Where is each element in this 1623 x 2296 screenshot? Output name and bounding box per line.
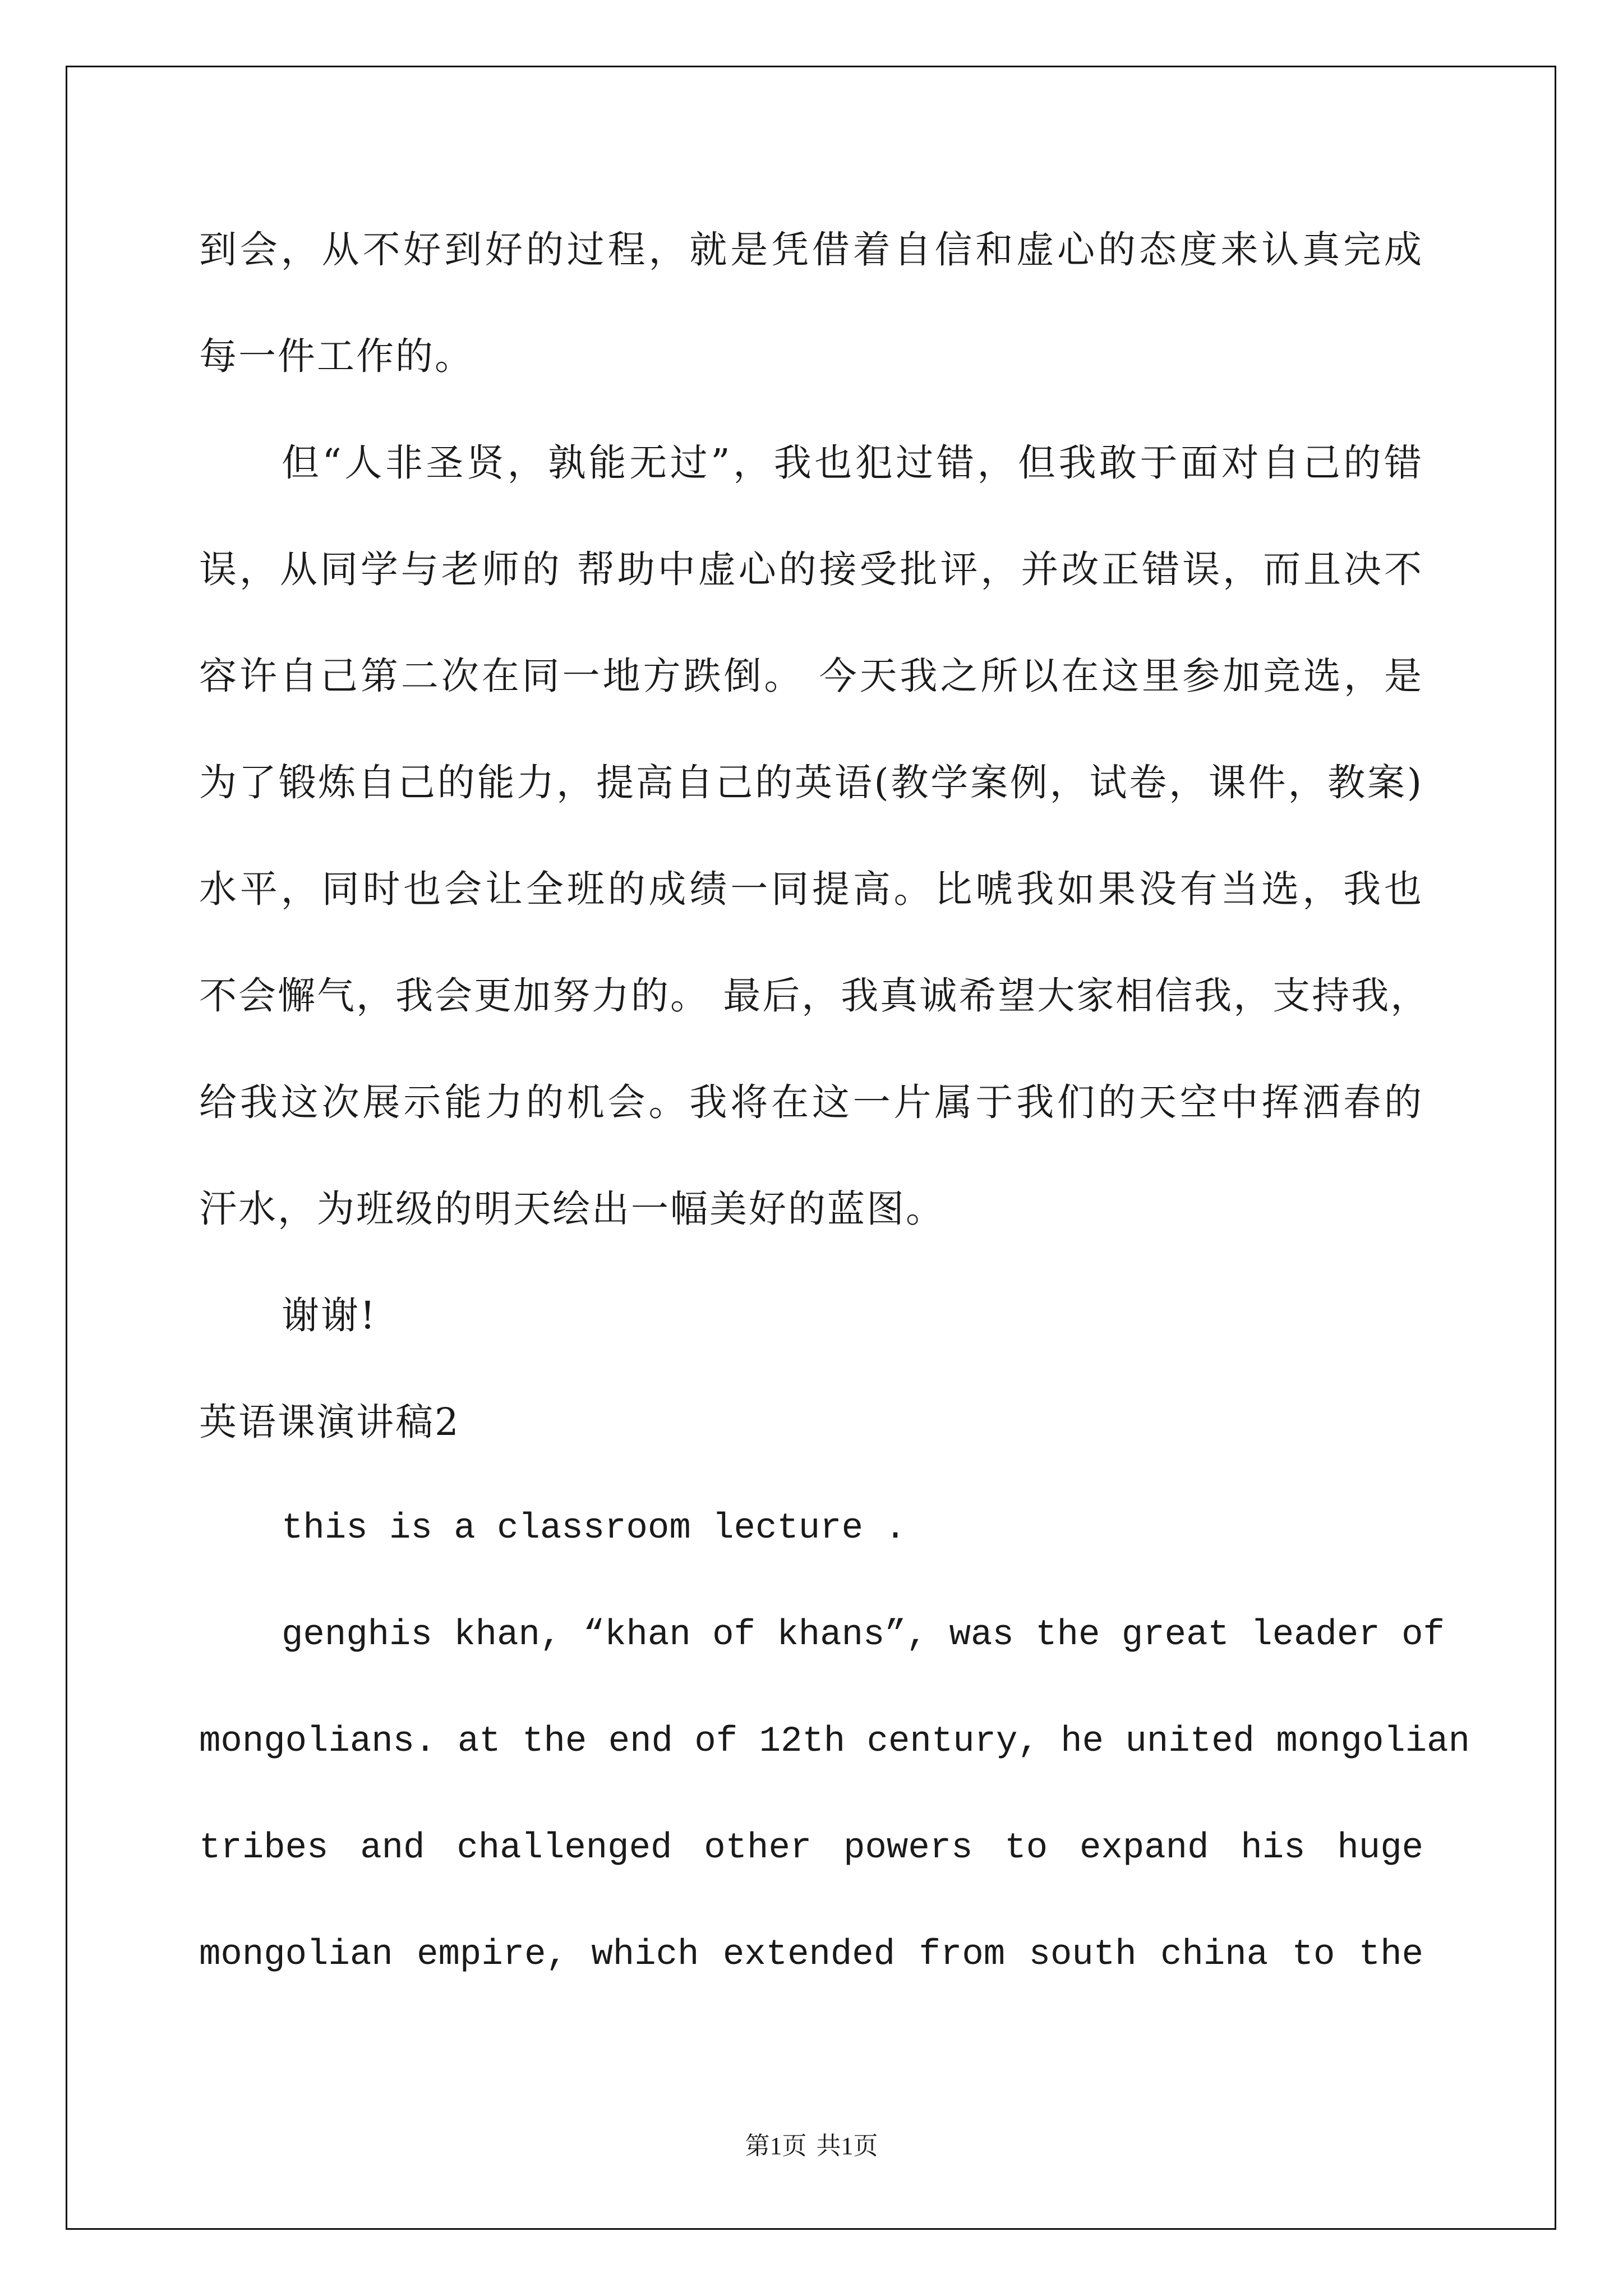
paragraph-line: 汗水，为班级的明天绘出一幅美好的蓝图。	[199, 1187, 945, 1231]
english-line: genghis khan, “khan of khans”, was the great leader of	[282, 1615, 1445, 1655]
paragraph-line: 但“人非圣贤，孰能无过”，我也犯过错，但我敢于面对自己的错	[282, 441, 1423, 485]
closing-thanks: 谢谢!	[282, 1294, 377, 1337]
section-heading: 英语课演讲稿2	[199, 1400, 460, 1444]
paragraph-line: 给我这次展示能力的机会。我将在这一片属于我们的天空中挥洒春的	[199, 1080, 1423, 1124]
english-line: mongolian empire, which extended from south china to the	[199, 1935, 1423, 1975]
paragraph-line: 不会懈气，我会更加努力的。 最后，我真诚希望大家相信我，支持我，	[199, 974, 1430, 1018]
page-number-footer: 第1页 共1页	[745, 2132, 878, 2160]
paragraph-line: 为了锻炼自己的能力，提高自己的英语(教学案例，试卷，课件，教案)	[199, 761, 1423, 804]
page-border	[66, 66, 1556, 2230]
paragraph-line: 容许自己第二次在同一地方跌倒。 今天我之所以在这里参加竞选，是	[199, 654, 1423, 698]
english-line: this is a classroom lecture .	[282, 1508, 906, 1549]
paragraph-line: 水平，同时也会让全班的成绩一同提高。比唬我如果没有当选，我也	[199, 867, 1423, 911]
paragraph-line: 每一件工作的。	[199, 334, 474, 378]
paragraph-line: 误，从同学与老师的 帮助中虚心的接受批评，并改正错误，而且决不	[199, 547, 1423, 591]
english-line: tribes and challenged other powers to expand his huge	[199, 1828, 1423, 1869]
paragraph-line: 到会，从不好到好的过程，就是凭借着自信和虚心的态度来认真完成	[199, 228, 1423, 272]
english-line: mongolians. at the end of 12th century, he united mongolian	[199, 1722, 1470, 1762]
